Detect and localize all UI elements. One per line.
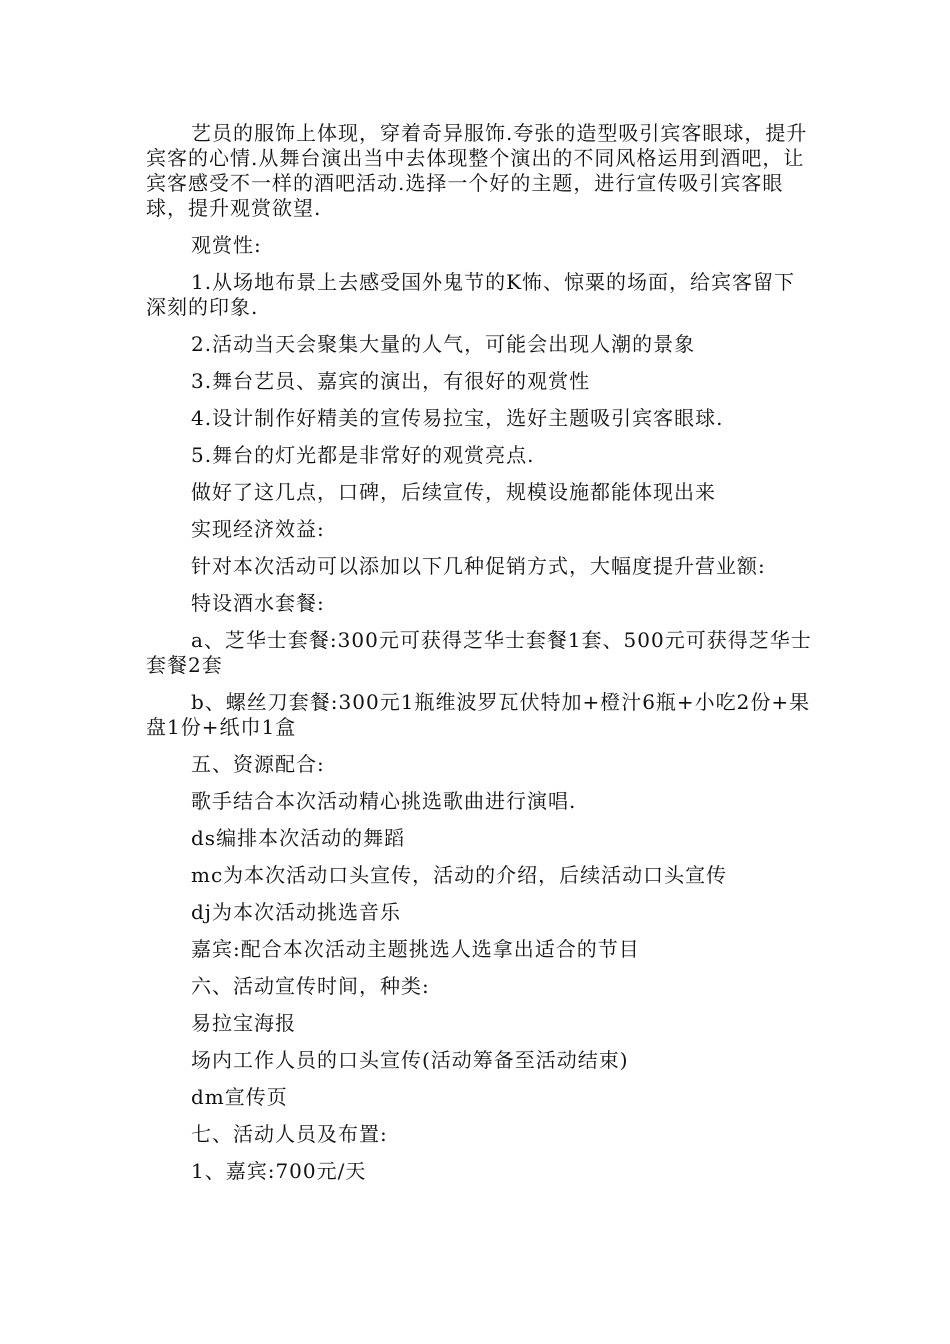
list-item: 3.舞台艺员、嘉宾的演出，有很好的观赏性 [191, 369, 591, 393]
paragraph: 艺员的服饰上体现，穿着奇异服饰.夸张的造型吸引宾客眼球，提升宾客的心情.从舞台演出当中去体现整个演出的不同风格运用到酒吧，让宾客感受不一样的酒吧活动.选择一个好的主题，进行宣传吸引宾客眼球，提升观赏欲望. [146, 121, 808, 220]
paragraph: 嘉宾:配合本次活动主题挑选人选拿出适合的节目 [191, 937, 640, 961]
list-item: 4.设计制作好精美的宣传易拉宝，选好主题吸引宾客眼球. [191, 406, 724, 430]
paragraph: ds编排本次活动的舞蹈 [191, 826, 406, 850]
list-item: 2.活动当天会聚集大量的人气，可能会出现人潮的景象 [191, 332, 696, 356]
section-label-viewing: 观赏性: [191, 233, 262, 257]
list-item: b、螺丝刀套餐:300元1瓶维波罗瓦伏特加+橙汁6瓶+小吃2份+果盘1份+纸巾1盒 [146, 690, 811, 739]
list-item: a、芝华士套餐:300元可获得芝华士套餐1套、500元可获得芝华士套餐2套 [146, 628, 812, 677]
section-heading-resources: 五、资源配合: [191, 752, 325, 776]
section-label-economic: 实现经济效益: [191, 517, 325, 541]
paragraph: 歌手结合本次活动精心挑选歌曲进行演唱. [191, 789, 577, 813]
paragraph: dm宣传页 [191, 1085, 288, 1109]
paragraph: mc为本次活动口头宣传，活动的介绍，后续活动口头宣传 [191, 863, 728, 887]
section-heading-staff: 七、活动人员及布置: [191, 1122, 388, 1146]
document-body [146, 121, 816, 1196]
paragraph: 针对本次活动可以添加以下几种促销方式，大幅度提升营业额: [191, 554, 766, 578]
paragraph: 场内工作人员的口头宣传(活动筹备至活动结束) [191, 1048, 629, 1072]
paragraph: dj为本次活动挑选音乐 [191, 900, 402, 924]
list-item: 1、嘉宾:700元/天 [191, 1159, 367, 1183]
section-label-packages: 特设酒水套餐: [191, 591, 325, 615]
list-item: 1.从场地布景上去感受国外鬼节的K怖、惊粟的场面，给宾客留下深刻的印象. [146, 270, 796, 319]
paragraph: 易拉宝海报 [191, 1011, 296, 1035]
list-item: 5.舞台的灯光都是非常好的观赏亮点. [191, 443, 535, 467]
section-heading-promotion: 六、活动宣传时间，种类: [191, 974, 430, 998]
paragraph: 做好了这几点，口碑，后续宣传，规模设施都能体现出来 [191, 480, 716, 504]
